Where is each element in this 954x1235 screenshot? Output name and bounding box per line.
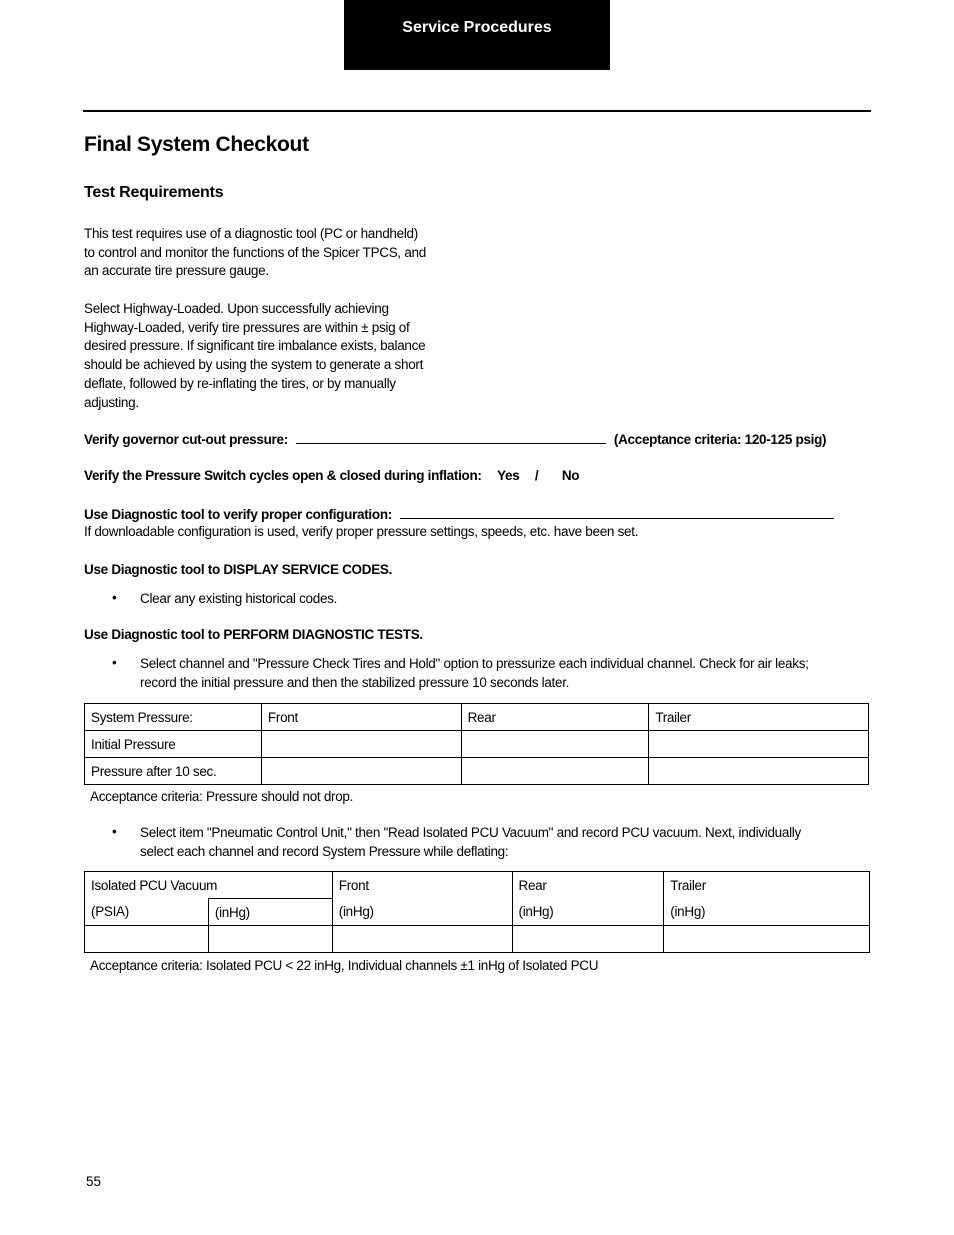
intro-line: Select Highway-Loaded. Upon successfully achieving [84,301,389,316]
config-check [84,506,842,522]
table-row [85,731,869,758]
entry-cell[interactable] [512,926,664,953]
table-row [85,926,870,953]
row-label: Pressure after 10 sec. [85,758,262,785]
diag-tests-bullet-2 [140,824,870,861]
table-header: Front [261,704,461,731]
governor-blank-field[interactable] [296,431,606,444]
unit-label: (inHg) [208,899,332,926]
intro-line: adjusting. [84,394,139,410]
row-label: Initial Pressure [85,731,262,758]
unit-label: (inHg) [512,899,664,926]
entry-cell[interactable] [649,731,869,758]
bullet-line: select each channel and record System Pressure while deflating: [140,843,509,859]
pressure-switch-check [84,468,579,483]
governor-criteria: (Acceptance criteria: 120-125 psig) [613,432,827,447]
table-row [85,872,870,899]
bullet-line: Select item "Pneumatic Control Unit," then "Read Isolated PCU Vacuum" and record PCU vacuum. Next, individually [140,825,801,840]
header-rule [83,110,871,112]
bullet: • [112,590,117,605]
config-label: Use Diagnostic tool to verify proper configuration: [84,507,392,522]
governor-label: Verify governor cut-out pressure: [84,432,288,447]
intro-line: desired pressure. If significant tire imbalance exists, balance [84,338,426,354]
entry-cell[interactable] [332,926,512,953]
table-header: System Pressure: [85,704,262,731]
intro-line: an accurate tire pressure gauge. [84,263,269,279]
page-title: Final System Checkout [84,133,309,156]
entry-cell[interactable] [261,758,461,785]
diag-tests-bullet-1 [140,655,870,692]
vacuum-table [84,871,870,953]
governor-check [84,431,826,447]
service-codes-heading: Use Diagnostic tool to DISPLAY SERVICE CODES. [84,562,393,577]
entry-cell[interactable] [649,758,869,785]
section-tab [344,0,610,70]
section-title: Test Requirements [84,184,224,201]
table-header: Trailer [664,872,870,899]
diag-tests-heading: Use Diagnostic tool to PERFORM DIAGNOSTIC TESTS. [84,627,423,642]
intro-line: to control and monitor the functions of the Spicer TPCS, and [84,244,426,260]
pressure-table [84,703,869,785]
bullet: • [112,824,117,839]
entry-cell[interactable] [208,926,332,953]
config-blank-field[interactable] [400,506,834,519]
table-header: Trailer [649,704,869,731]
entry-cell[interactable] [461,731,649,758]
bullet-line: record the initial pressure and then the stabilized pressure 10 seconds later. [140,674,570,690]
intro-paragraph-1 [84,225,474,281]
intro-line: deflate, followed by re-inflating the tires, or by manually [84,375,396,391]
intro-paragraph-2 [84,300,474,412]
page-number: 55 [86,1174,102,1189]
bullet-line: Select channel and "Pressure Check Tires and Hold" option to pressurize each individual channel. Check for air leaks; [140,656,809,671]
acceptance-criteria-2: Acceptance criteria: Isolated PCU < 22 inHg, Individual channels ±1 inHg of Isolated PCU [90,958,599,973]
unit-label: (inHg) [332,899,512,926]
entry-cell[interactable] [664,926,870,953]
option-separator: / [534,468,539,483]
intro-line: should be achieved by using the system to generate a short [84,357,424,373]
entry-cell[interactable] [461,758,649,785]
yes-option[interactable]: Yes [497,468,520,483]
entry-cell[interactable] [261,731,461,758]
table-header: Rear [512,872,664,899]
unit-label: (PSIA) [85,899,209,926]
pressure-switch-label: Verify the Pressure Switch cycles open & closed during inflation: [84,468,482,483]
table-header: Isolated PCU Vacuum [85,872,333,899]
table-header: Rear [461,704,649,731]
table-header: Front [332,872,512,899]
table-row [85,704,869,731]
table-row [85,758,869,785]
service-codes-bullet: Clear any existing historical codes. [140,591,338,606]
intro-line: Highway-Loaded, verify tire pressures are within ± psig of [84,319,410,335]
no-option[interactable]: No [561,468,580,483]
acceptance-criteria-1: Acceptance criteria: Pressure should not drop. [90,789,354,804]
section-tab-label: Service Procedures [402,19,552,36]
intro-line: This test requires use of a diagnostic tool (PC or handheld) [84,226,418,241]
config-note: If downloadable configuration is used, verify proper pressure settings, speeds, etc. have been set. [84,524,639,539]
entry-cell[interactable] [85,926,209,953]
bullet: • [112,655,117,670]
unit-label: (inHg) [664,899,870,926]
table-row [85,899,870,926]
